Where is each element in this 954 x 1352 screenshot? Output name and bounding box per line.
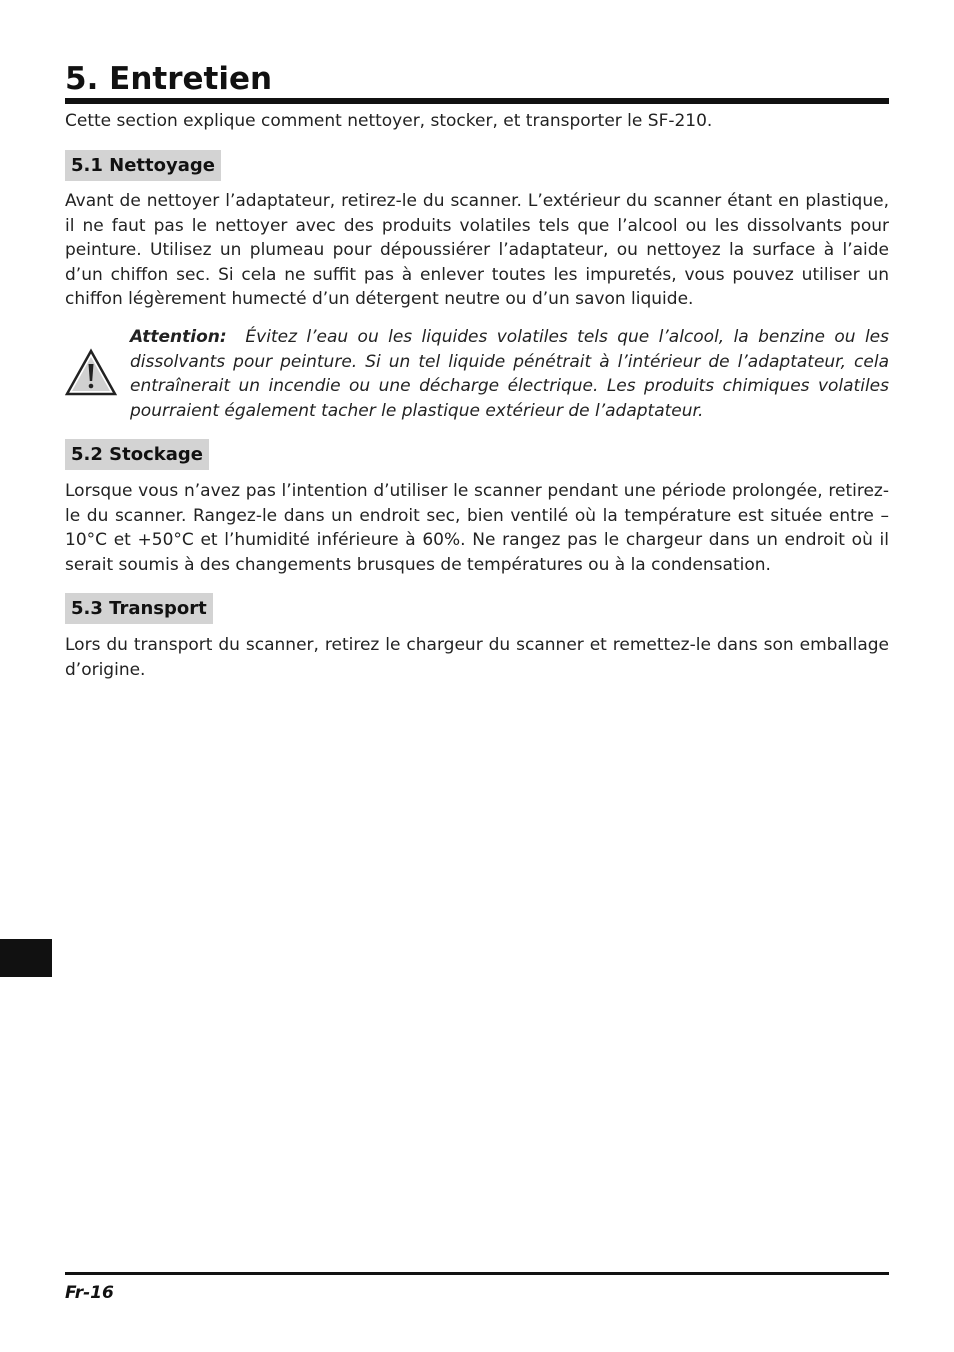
- section-heading-transport: 5.3 Transport: [65, 593, 213, 624]
- section-heading-stockage: 5.2 Stockage: [65, 439, 209, 470]
- section-heading-nettoyage: 5.1 Nettoyage: [65, 150, 221, 181]
- attention-text: Évitez l’eau ou les liquides volatiles tels que l’alcool, la benzine ou les dissolvants pour peinture. Si un tel liquide pénétrait à l’intérieur de l’adaptateur, cela entraînerait un incendie ou une décharge électrique. Les produits chimiques volatiles pourraient également tacher le plastique extérieur de l’adaptateur.: [130, 327, 889, 421]
- chapter-side-tab: [0, 939, 52, 977]
- page-number: Fr-16: [65, 1283, 114, 1303]
- attention-label: Attention:: [130, 327, 227, 347]
- section-text-nettoyage: Avant de nettoyer l’adaptateur, retirez-le du scanner. L’extérieur du scanner étant en plastique, il ne faut pas le nettoyer avec des produits volatiles tels que l’alcool ou les dissolvants pour peinture. Utilisez un plumeau pour dépoussiérer l’adaptateur, ou nettoyez la surface à l’aide d’un chiffon sec. Si cela ne suffit pas à enlever toutes les impuretés, vous pouvez utiliser un chiffon légèrement humecté d’un détergent neutre ou d’un savon liquide.: [65, 191, 889, 309]
- section-text-stockage: Lorsque vous n’avez pas l’intention d’utiliser le scanner pendant une période prolongée, retirez-le du scanner. Rangez-le dans un endroit sec, bien ventilé où la température est située entre –10°C et +50°C et l’humidité inférieure à 60%. Ne rangez pas le chargeur dans un endroit où il serait soumis à des changements brusques de températures ou à la condensation.: [65, 481, 889, 575]
- warning-triangle-icon: [65, 348, 117, 396]
- footer-rule: [65, 1272, 889, 1275]
- attention-note: [130, 325, 889, 423]
- page-title: 5. Entretien: [65, 61, 273, 97]
- intro-text: Cette section explique comment nettoyer, stocker, et transporter le SF-210.: [65, 111, 713, 131]
- section-text-transport: Lors du transport du scanner, retirez le chargeur du scanner et remettez-le dans son emballage d’origine.: [65, 635, 889, 680]
- title-rule: [65, 98, 889, 104]
